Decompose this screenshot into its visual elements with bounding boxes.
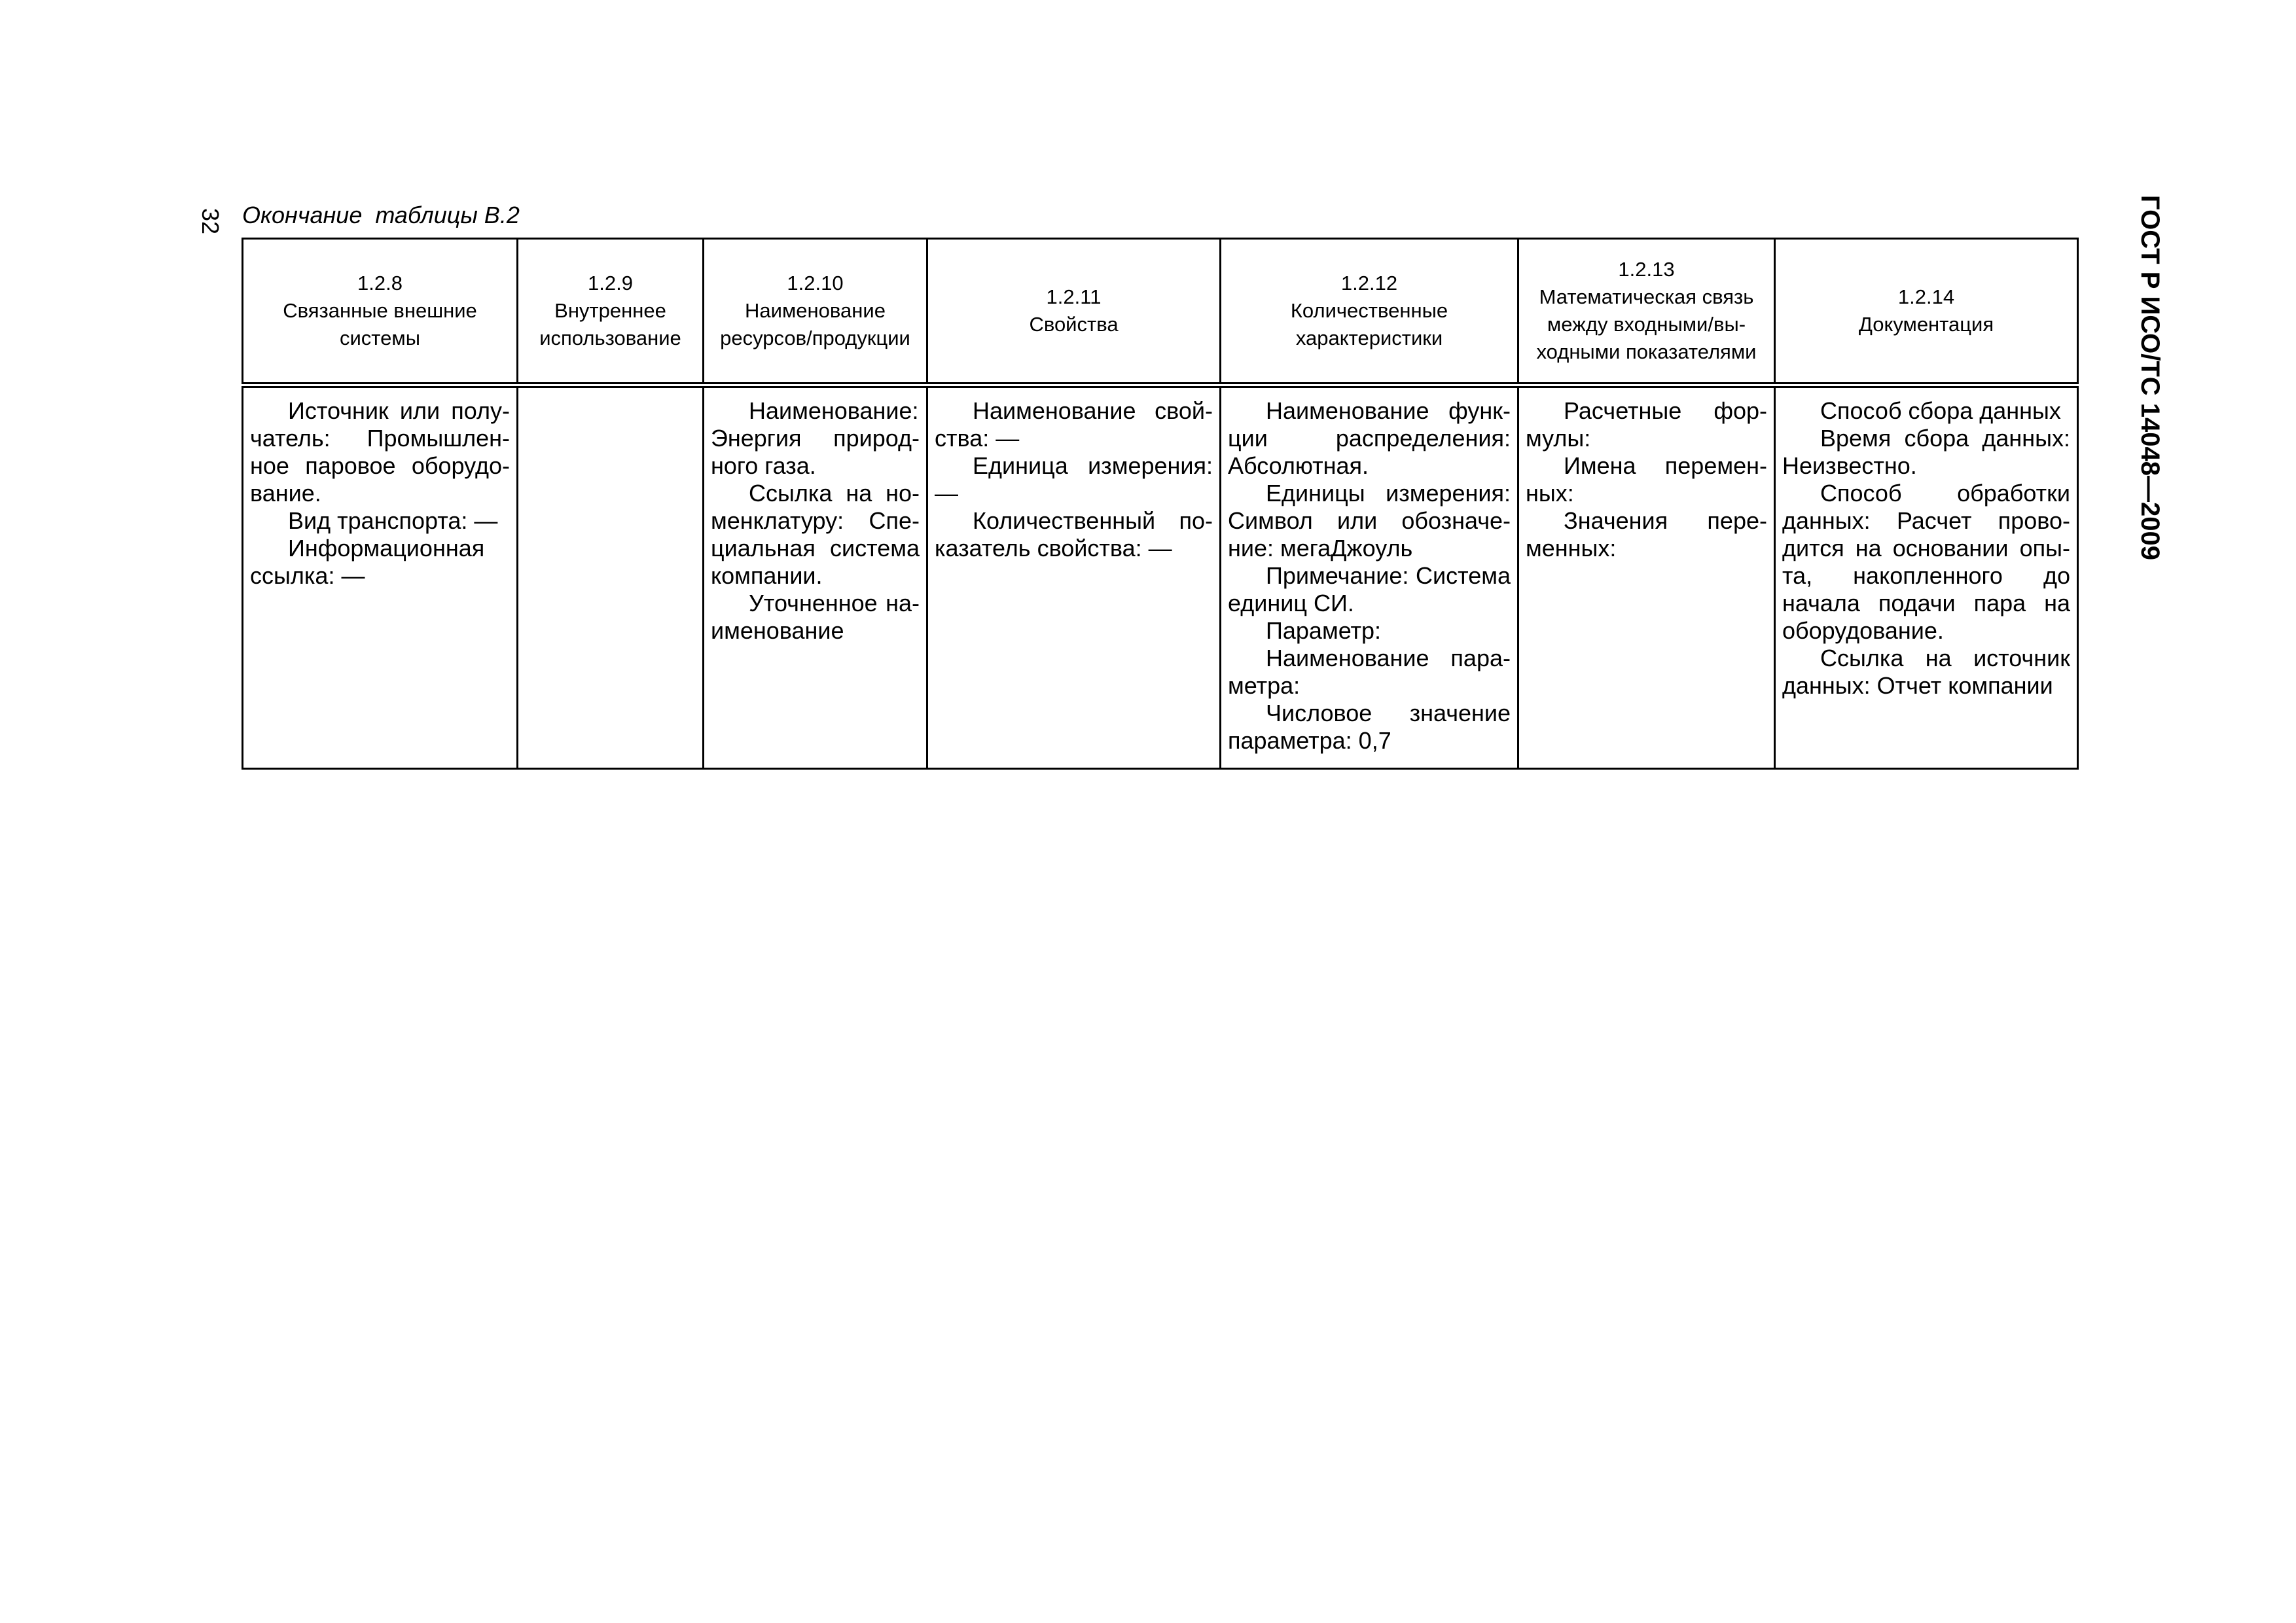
table-header-row — [243, 239, 2078, 385]
cell-paragraph: Ссылка на источник данных: Отчет компании — [1782, 645, 2070, 699]
cell-paragraph: Ссылка на номенклатуру: Специальная система компании. — [711, 480, 920, 589]
column-header — [518, 239, 704, 385]
cell-paragraph: Способ обработки данных: Расчет проводится на основании опыта, накопленного до начала подачи пара на оборудование. — [1782, 480, 2070, 644]
column-number: 1.2.12 — [1340, 272, 1398, 294]
column-label: Математическая связь между входными/выходными показателями — [1536, 285, 1757, 363]
column-header — [704, 239, 927, 385]
column-number: 1.2.14 — [1897, 285, 1955, 308]
cell-paragraph: Имена переменных: — [1526, 452, 1767, 507]
cell-paragraph: Уточненное наименование — [711, 590, 920, 644]
column-label: Документация — [1858, 313, 1994, 336]
cell-paragraph: Единицы измерения: Символ или обозначение: мегаДжоуль — [1228, 480, 1511, 562]
column-number: 1.2.13 — [1618, 258, 1675, 281]
table-cell-quantitative — [1221, 385, 1518, 769]
cell-paragraph: Наименование свойства: — — [935, 397, 1213, 452]
table-cell-internal-use — [518, 385, 704, 769]
column-label: Внутреннее использование — [539, 299, 681, 349]
column-header — [1221, 239, 1518, 385]
page-number: 32 — [197, 208, 224, 235]
table-cell-related-systems — [243, 385, 518, 769]
table-cell-documentation — [1775, 385, 2078, 769]
cell-paragraph: Наименование: Энергия природного газа. — [711, 397, 920, 479]
column-label: Связанные внешние системы — [283, 299, 477, 349]
column-number: 1.2.9 — [588, 272, 633, 294]
table-cell-math-relation — [1518, 385, 1775, 769]
cell-paragraph: Источник или получатель: Промышленное паровое оборудование. — [250, 397, 510, 507]
cell-paragraph: Примечание: Система единиц СИ. — [1228, 562, 1511, 616]
cell-paragraph: Значения переменных: — [1526, 507, 1767, 562]
column-number: 1.2.11 — [1046, 285, 1102, 308]
column-label: Количественные характеристики — [1290, 299, 1448, 349]
cell-paragraph: Количественный показатель свойства: — — [935, 507, 1213, 562]
data-table — [242, 238, 2079, 770]
cell-paragraph: Числовое значение параметра: 0,7 — [1228, 700, 1511, 754]
table-cell-resource-name — [704, 385, 927, 769]
column-label: Наименование ресурсов/продукции — [720, 299, 910, 349]
cell-paragraph: Наименование параметра: — [1228, 645, 1511, 699]
column-header — [1518, 239, 1775, 385]
column-number: 1.2.8 — [357, 272, 403, 294]
table-caption: Окончание таблицы В.2 — [242, 202, 520, 228]
cell-paragraph: Наименование функции распределения: Абсолютная. — [1228, 397, 1511, 479]
cell-paragraph: Параметр: — [1266, 617, 1382, 644]
cell-paragraph: Информационная ссылка: — — [250, 535, 485, 589]
table-row — [243, 385, 2078, 769]
column-header — [1775, 239, 2078, 385]
cell-paragraph: Единица измерения: — — [935, 452, 1213, 507]
column-header — [927, 239, 1221, 385]
cell-paragraph: Расчетные формулы: — [1526, 397, 1767, 452]
column-label: Свойства — [1029, 313, 1119, 336]
cell-paragraph: Вид транспорта: — — [288, 507, 498, 534]
column-number: 1.2.10 — [787, 272, 844, 294]
table-cell-properties — [927, 385, 1221, 769]
column-header — [243, 239, 518, 385]
cell-paragraph: Способ сбора данных — [1820, 397, 2061, 424]
cell-paragraph: Время сбора данных: Неизвестно. — [1782, 425, 2070, 479]
standard-designation: ГОСТ Р ИСО/ТС 14048—2009 — [2136, 195, 2164, 561]
